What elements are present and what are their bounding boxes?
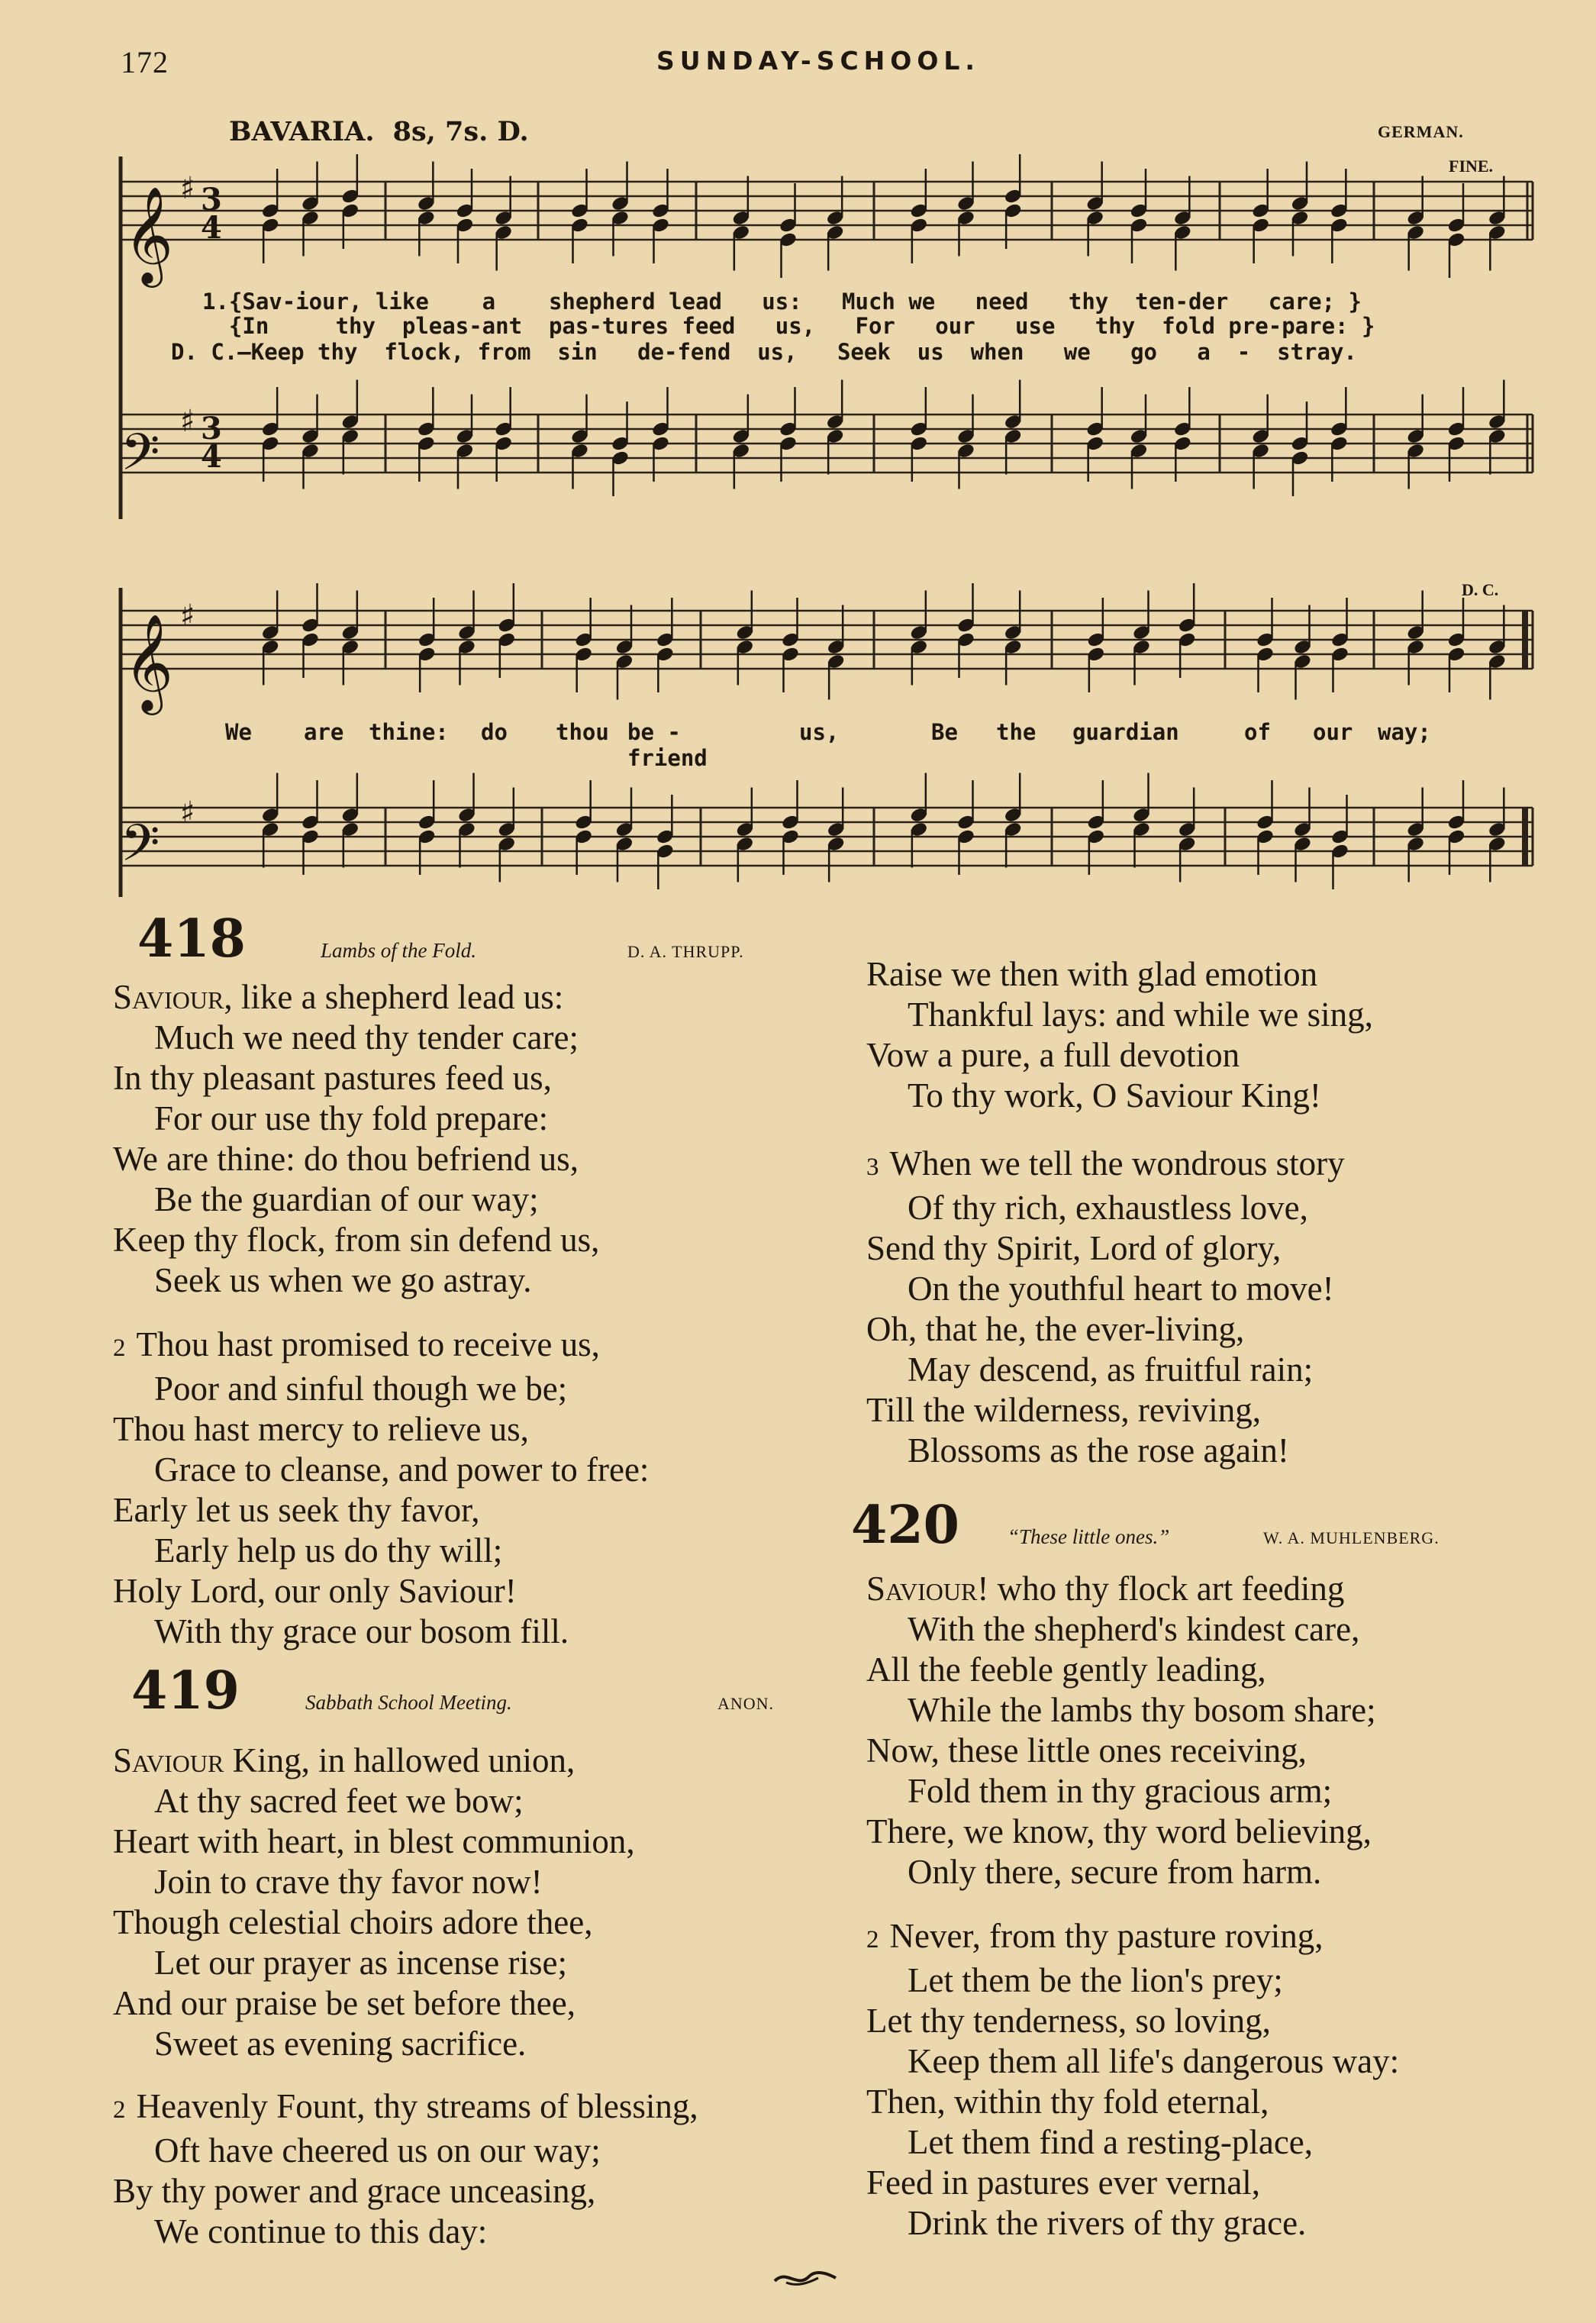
verse-line: Much we need thy tender care; [154,1018,579,1057]
verse-line: Heart with heart, in blest communion, [113,1822,635,1860]
lyric-word: way; [1378,719,1431,745]
hymn-title: “These little ones.” [1008,1525,1170,1548]
ornament-icon [771,2267,840,2290]
svg-text:3: 3 [201,411,222,447]
verse-line: For our use thy fold prepare: [154,1099,549,1137]
stanza [866,1569,1376,1892]
verse-line: Holy Lord, our only Saviour! [113,1572,517,1610]
stanza [113,2086,698,2252]
verse-line: Fold them in thy gracious arm; [908,1772,1333,1810]
lyrics-line-1: 1.{Sav-iour, like a shepherd lead us: Much we need thy ten-der care; } [202,289,1362,315]
tune-meter: 8s, 7s. D. [392,116,529,147]
verse-line: Thankful lays: and while we sing, [908,995,1373,1034]
lyrics-line-2: {In thy pleas-ant pas-tures feed us, For our use thy fold pre-pare: } [202,313,1375,339]
lyric-word: be - friend [627,719,708,771]
hymn-number: 420 [851,1495,959,1556]
verse-line: Saviour, like a shepherd lead us: [113,978,564,1016]
verse-line: Of thy rich, exhaustless love, [908,1189,1308,1227]
lyric-word: us, [799,719,840,745]
verse-line: With thy grace our bosom fill. [154,1612,569,1650]
verse-line: Then, within thy fold eternal, [866,2083,1269,2121]
verse-line: Oft have cheered us on our way; [154,2131,601,2170]
verse-line: Saviour! who thy flock art feeding [866,1570,1345,1608]
lyric-word: thou [556,719,609,745]
lyric-word: guardian [1072,719,1179,745]
verse-line: 3 When we tell the wondrous story [866,1144,1345,1182]
verse-line: Be the guardian of our way; [154,1180,539,1218]
verse-line: We are thine: do thou befriend us, [113,1140,579,1178]
verse-line: We continue to this day: [154,2212,488,2250]
verse-line: Let them be the lion's prey; [908,1961,1283,1999]
stanza [866,1144,1345,1471]
staff-lines [121,182,1533,866]
verse-line: Let them find a resting-place, [908,2123,1314,2161]
stanza [113,1741,635,2064]
hymn-title: Sabbath School Meeting. [305,1691,512,1714]
verse-line: By thy power and grace unceasing, [113,2172,596,2210]
bass-clef-1 [121,423,160,494]
lyric-word: our [1313,719,1353,745]
stanza [866,954,1373,1116]
verse-line: Drink the rivers of thy grace. [908,2204,1307,2242]
stanza-number: 2 [113,2096,126,2124]
verse-line: Oh, that he, the ever-living, [866,1310,1245,1348]
lyric-word: thine: [369,719,449,745]
verse-line: Feed in pastures ever vernal, [866,2163,1261,2202]
verse-line: Raise we then with glad emotion [866,955,1318,993]
verse-line: While the lambs thy bosom share; [908,1691,1376,1729]
stanza-number: 2 [866,1926,879,1954]
hymn-author: W. A. MUHLENBERG. [1263,1528,1440,1547]
running-head: SUNDAY-SCHOOL. [656,46,980,76]
treble-clef-2 [124,613,173,715]
verse-line: Send thy Spirit, Lord of glory, [866,1229,1282,1267]
lyric-word: Be [931,719,958,745]
verse-line: 2 Thou hast promised to receive us, [113,1325,600,1363]
bass-clef-2 [121,814,160,885]
lyric-word: of [1244,719,1271,745]
svg-text:4: 4 [201,439,222,475]
svg-text:4: 4 [201,210,222,246]
hymn-author: D. A. THRUPP. [627,942,744,961]
verse-line: Join to crave thy favor now! [154,1863,543,1901]
music-score [0,0,1596,916]
fine-mark: FINE. [1449,156,1494,176]
verse-line: Early help us do thy will; [154,1531,503,1570]
stanza-number: 2 [113,1334,126,1362]
verse-line: Let thy tenderness, so loving, [866,2002,1271,2040]
verse-line: 2 Heavenly Fount, thy streams of blessing, [113,2087,698,2125]
stanza [113,1324,649,1652]
verse-line: To thy work, O Saviour King! [908,1076,1321,1115]
verse-line: Keep thy flock, from sin defend us, [113,1221,600,1259]
stanza [866,1916,1399,2244]
lyric-word: do [481,719,508,745]
hymn-title: Lambs of the Fold. [321,939,477,962]
verse-line: Vow a pure, a full devotion [866,1036,1240,1074]
verse-line: Let our prayer as incense rise; [154,1944,568,1982]
lyrics-line-3: D. C.—Keep thy flock, from sin de-fend us, Seek us when we go a - stray. [171,339,1357,365]
svg-text:𝄢: 𝄢 [121,814,160,885]
verse-line: In thy pleasant pastures feed us, [113,1059,552,1097]
treble-clef-1 [124,186,173,288]
svg-text:𝄞: 𝄞 [124,186,174,283]
verse-line: At thy sacred feet we bow; [154,1782,524,1820]
page-number: 172 [121,45,169,79]
verse-line: Only there, secure from harm. [908,1853,1322,1891]
verse-line: Now, these little ones receiving, [866,1731,1307,1770]
verse-line: Thou hast mercy to relieve us, [113,1410,529,1448]
stanza-number: 3 [866,1153,879,1181]
lyric-word: are [304,719,344,745]
verse-line: Poor and sinful though we be; [154,1370,568,1408]
verse-line: 2 Never, from thy pasture roving, [866,1917,1324,1955]
verse-line: Sweet as evening sacrifice. [154,2025,527,2063]
verse-line: May descend, as fruitful rain; [908,1350,1314,1389]
verse-line: With the shepherd's kindest care, [908,1610,1360,1648]
verse-line: Keep them all life's dangerous way: [908,2042,1400,2080]
hymn-number: 418 [137,908,246,970]
hymn-author: ANON. [717,1694,775,1713]
notes [261,154,1506,889]
verse-line: All the feeble gently leading, [866,1650,1266,1689]
verse-line: Seek us when we go astray. [154,1261,532,1299]
tune-composer: GERMAN. [1378,122,1464,141]
verse-line: On the youthful heart to move! [908,1270,1334,1308]
tune-name: BAVARIA. [229,116,375,147]
verse-line: Grace to cleanse, and power to free: [154,1450,650,1489]
svg-text:♯: ♯ [180,598,195,634]
verse-line: And our praise be set before thee, [113,1984,576,2022]
bar-lines [121,156,1533,897]
verse-line: Blossoms as the rose again! [908,1431,1289,1470]
verse-line: Early let us seek thy favor, [113,1491,480,1529]
verse-line: Though celestial choirs adore thee, [113,1903,593,1941]
svg-text:♯: ♯ [180,171,195,206]
svg-text:♯: ♯ [180,404,195,439]
svg-text:𝄢: 𝄢 [121,423,160,494]
lyric-word: We [225,719,252,745]
svg-text:3: 3 [201,182,222,218]
stanza [113,977,599,1301]
key-signatures [180,171,195,831]
verse-line: Till the wilderness, reviving, [866,1391,1262,1429]
lyric-word: the [996,719,1037,745]
dc-mark: D. C. [1462,580,1499,599]
verse-line: Saviour King, in hallowed union, [113,1741,576,1779]
hymn-number: 419 [131,1660,240,1721]
svg-text:♯: ♯ [180,795,195,831]
svg-text:𝄞: 𝄞 [124,613,174,711]
verse-line: There, we know, thy word believing, [866,1812,1372,1850]
